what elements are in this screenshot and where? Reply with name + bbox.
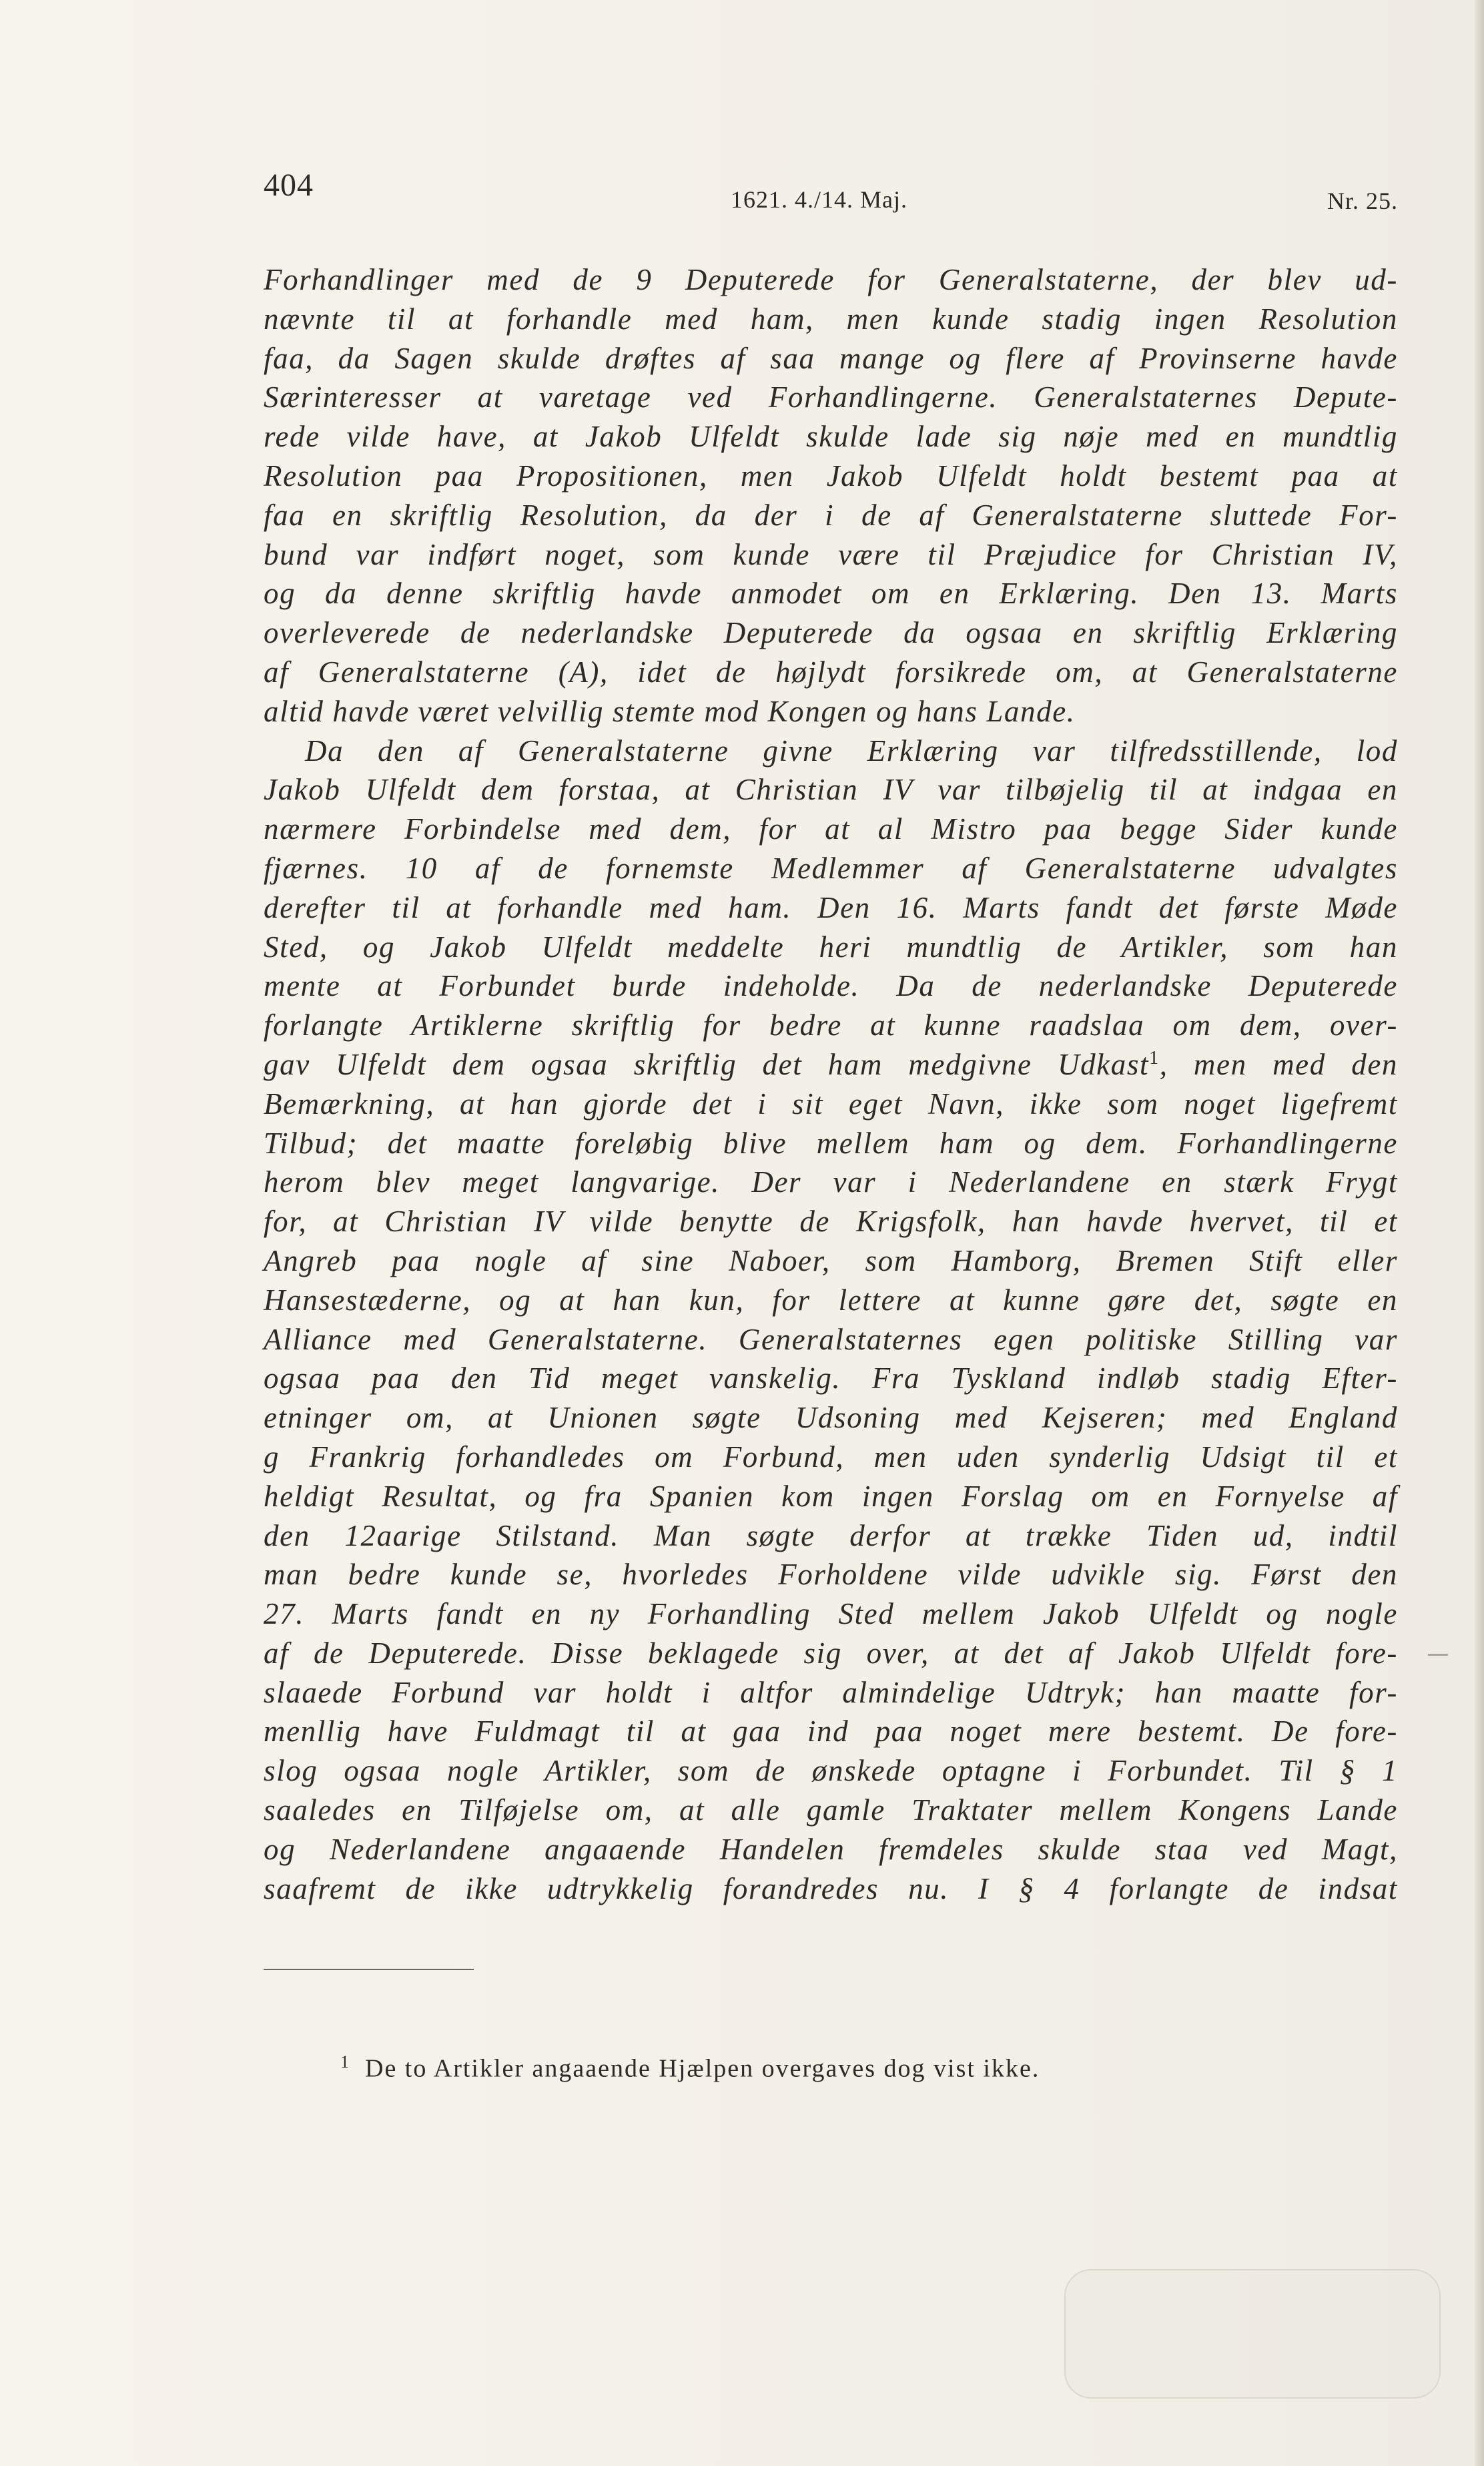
text-line: af Generalstaterne (A), idet de højlydt forsikrede om, at Generalstaterne	[264, 655, 1398, 689]
text-line: Hansestæderne, og at han kun, for lettere at kunne gøre det, søgte en	[264, 1283, 1398, 1317]
text-line: Forhandlinger med de 9 Deputerede for Generalstaterne, der blev ud-	[264, 263, 1398, 296]
page-number: 404	[264, 168, 314, 203]
text-line: etninger om, at Unionen søgte Udsoning med Kejseren; med England	[264, 1401, 1398, 1435]
text-line: man bedre kunde se, hvorledes Forholdene vilde udvikle sig. Først den	[264, 1558, 1398, 1592]
body-text	[264, 260, 1398, 1908]
text-line: Bemærkning, at han gjorde det i sit eget Navn, ikke som noget ligefremt	[264, 1087, 1398, 1121]
text-line: Jakob Ulfeldt dem forstaa, at Christian IV var tilbøjelig til at indgaa en	[264, 773, 1398, 807]
page-edge	[1475, 0, 1484, 2466]
text-line: nærmere Forbindelse med dem, for at al Mistro paa begge Sider kunde	[264, 812, 1398, 846]
text-line: 27. Marts fandt en ny Forhandling Sted mellem Jakob Ulfeldt og nogle	[264, 1597, 1398, 1631]
text-line: heldigt Resultat, og fra Spanien kom ingen Forslag om en Fornyelse af	[264, 1479, 1398, 1513]
footnote-marker: 1	[340, 2052, 350, 2072]
text-line: fjærnes. 10 af de fornemste Medlemmer af Generalstaterne udvalgtes	[264, 851, 1398, 885]
footnote	[340, 2052, 1375, 2084]
text-line: og Nederlandene angaaende Handelen fremdeles skulde staa ved Magt,	[264, 1832, 1398, 1866]
running-header	[264, 167, 1398, 220]
text-line: derefter til at forhandle med ham. Den 16. Marts fandt det første Møde	[264, 890, 1398, 924]
document-number: Nr. 25.	[1327, 188, 1398, 214]
text-line: Sted, og Jakob Ulfeldt meddelte heri mundtlig de Artikler, som han	[264, 930, 1398, 964]
text-line: den 12aarige Stilstand. Man søgte derfor at trække Tiden ud, indtil	[264, 1518, 1398, 1552]
text-line: Tilbud; det maatte foreløbig blive mellem ham og dem. Forhandlingerne	[264, 1126, 1398, 1160]
text-line: nævnte til at forhandle med ham, men kunde stadig ingen Resolution	[264, 302, 1398, 336]
text-line: Alliance med Generalstaterne. Generalstaternes egen politiske Stilling var	[264, 1322, 1398, 1356]
text-line: for, at Christian IV vilde benytte de Krigsfolk, han havde hvervet, til et	[264, 1205, 1398, 1239]
margin-mark	[1428, 1654, 1448, 1656]
paragraph-start-line: Da den af Generalstaterne givne Erklæring var tilfredsstillende, lod	[305, 733, 1398, 767]
text-line: saafremt de ikke udtrykkelig forandredes nu. I § 4 forlangte de indsat	[264, 1871, 1398, 1905]
text-line: Angreb paa nogle af sine Naboer, som Hamborg, Bremen Stift eller	[264, 1243, 1398, 1277]
line-text-tail: , men med den	[1159, 1047, 1398, 1081]
paragraph-end-line: altid havde været velvillig stemte mod Kongen og hans Lande.	[264, 694, 1076, 728]
text-line: og da denne skriftlig havde anmodet om en Erklæring. Den 13. Marts	[264, 577, 1398, 611]
text-line: menllig have Fuldmagt til at gaa ind paa noget mere bestemt. De fore-	[264, 1715, 1398, 1749]
footnote-reference: 1	[1149, 1047, 1160, 1068]
text-line: slog ogsaa nogle Artikler, som de ønskede optagne i Forbundet. Til § 1	[264, 1754, 1398, 1788]
footnote-text: De to Artikler angaaende Hjælpen overgaves dog vist ikke.	[365, 2054, 1040, 2083]
footnote-divider	[264, 1969, 474, 1970]
text-line: g Frankrig forhandledes om Forbund, men uden synderlig Udsigt til et	[264, 1440, 1398, 1474]
text-line: Særinteresser at varetage ved Forhandlingerne. Generalstaternes Depute-	[264, 380, 1398, 414]
text-line: faa en skriftlig Resolution, da der i de af Generalstaterne sluttede For-	[264, 498, 1398, 532]
text-line: Resolution paa Propositionen, men Jakob Ulfeldt holdt bestemt paa at	[264, 458, 1398, 493]
text-line: slaaede Forbund var holdt i altfor almindelige Udtryk; han maatte for-	[264, 1675, 1398, 1709]
text-line: af de Deputerede. Disse beklagede sig over, at det af Jakob Ulfeldt fore-	[264, 1636, 1398, 1670]
text-line: bund var indført noget, som kunde være til Præjudice for Christian IV,	[264, 537, 1398, 571]
text-line: faa, da Sagen skulde drøftes af saa mange og flere af Provinserne havde	[264, 341, 1398, 375]
text-line: mente at Forbundet burde indeholde. Da de nederlandske Deputerede	[264, 969, 1398, 1003]
paper-stain	[1064, 2269, 1441, 2399]
header-date: 1621. 4./14. Maj.	[731, 186, 907, 213]
text-line: forlangte Artiklerne skriftlig for bedre at kunne raadslaa om dem, over-	[264, 1008, 1398, 1042]
text-line: saaledes en Tilføjelse om, at alle gamle Traktater mellem Kongens Lande	[264, 1793, 1398, 1827]
text-line: overleverede de nederlandske Deputerede da ogsaa en skriftlig Erklæring	[264, 616, 1398, 650]
text-line: ogsaa paa den Tid meget vanskelig. Fra Tyskland indløb stadig Efter-	[264, 1361, 1398, 1396]
text-line: herom blev meget langvarige. Der var i Nederlandene en stærk Frygt	[264, 1165, 1398, 1199]
line-text: gav Ulfeldt dem ogsaa skriftlig det ham medgivne Udkast	[264, 1047, 1150, 1081]
footnote-ref-line	[264, 1045, 1398, 1085]
text-line: rede vilde have, at Jakob Ulfeldt skulde lade sig nøje med en mundtlig	[264, 420, 1398, 454]
